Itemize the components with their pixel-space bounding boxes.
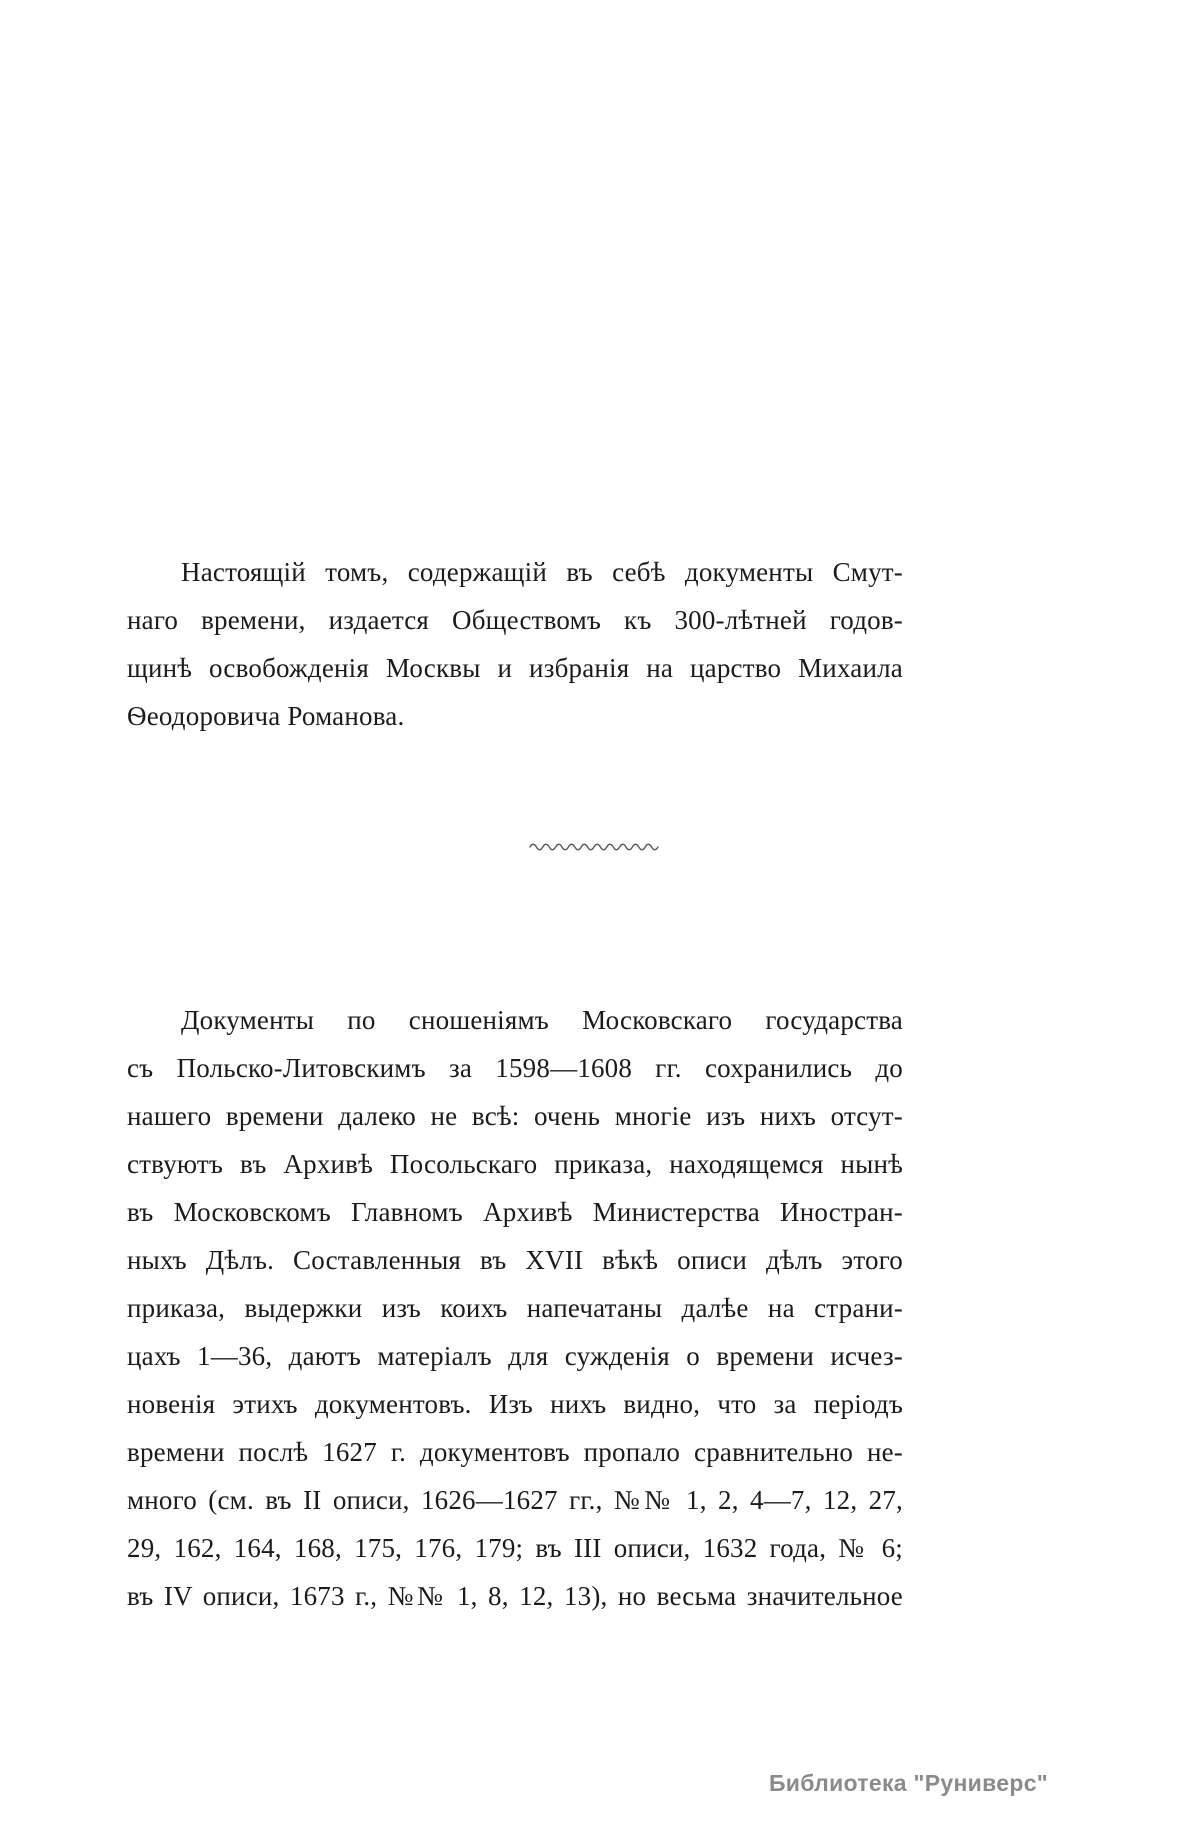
text-line: много (см. въ II описи, 1626—1627 гг., №№ 1, 2, 4—7, 12, 27, bbox=[127, 1485, 903, 1515]
text-line: съ Польско-Литовскимъ за 1598—1608 гг. сохранились до bbox=[127, 1053, 903, 1083]
preface-paragraph bbox=[127, 548, 903, 740]
text-line: Ѳеодоровича Романова. bbox=[127, 701, 405, 731]
text-line: времени послѣ 1627 г. документовъ пропало сравнительно не- bbox=[127, 1437, 903, 1467]
text-line: щинѣ освобожденія Москвы и избранія на царство Михаила bbox=[127, 653, 903, 683]
library-watermark: Библиотека "Руниверс" bbox=[768, 1770, 1048, 1796]
text-line: ствуютъ въ Архивѣ Посольскаго приказа, находящемся нынѣ bbox=[127, 1149, 903, 1179]
text-line: въ IV описи, 1673 г., №№ 1, 8, 12, 13), но весьма значительное bbox=[127, 1581, 903, 1611]
text-line: наго времени, издается Обществомъ къ 300-лѣтней годов- bbox=[127, 605, 903, 635]
text-line: ныхъ Дѣлъ. Составленныя въ XVII вѣкѣ описи дѣлъ этого bbox=[127, 1245, 903, 1275]
text-line: 29, 162, 164, 168, 175, 176, 179; въ III описи, 1632 года, № 6; bbox=[127, 1533, 903, 1563]
text-line: Документы по сношеніямъ Московскаго государства bbox=[181, 1005, 903, 1035]
text-line: нашего времени далеко не всѣ: очень многіе изъ нихъ отсут- bbox=[127, 1101, 903, 1131]
text-line: цахъ 1—36, даютъ матеріалъ для сужденія о времени исчез- bbox=[127, 1341, 903, 1371]
wavy-divider-icon bbox=[528, 840, 660, 854]
intro-paragraph bbox=[127, 996, 903, 1620]
text-line: новенія этихъ документовъ. Изъ нихъ видно, что за періодъ bbox=[127, 1389, 903, 1419]
text-line: Настоящій томъ, содержащій въ себѣ документы Смут- bbox=[181, 557, 903, 587]
text-line: въ Московскомъ Главномъ Архивѣ Министерства Иностран- bbox=[127, 1197, 903, 1227]
text-line: приказа, выдержки изъ коихъ напечатаны далѣе на страни- bbox=[127, 1293, 903, 1323]
